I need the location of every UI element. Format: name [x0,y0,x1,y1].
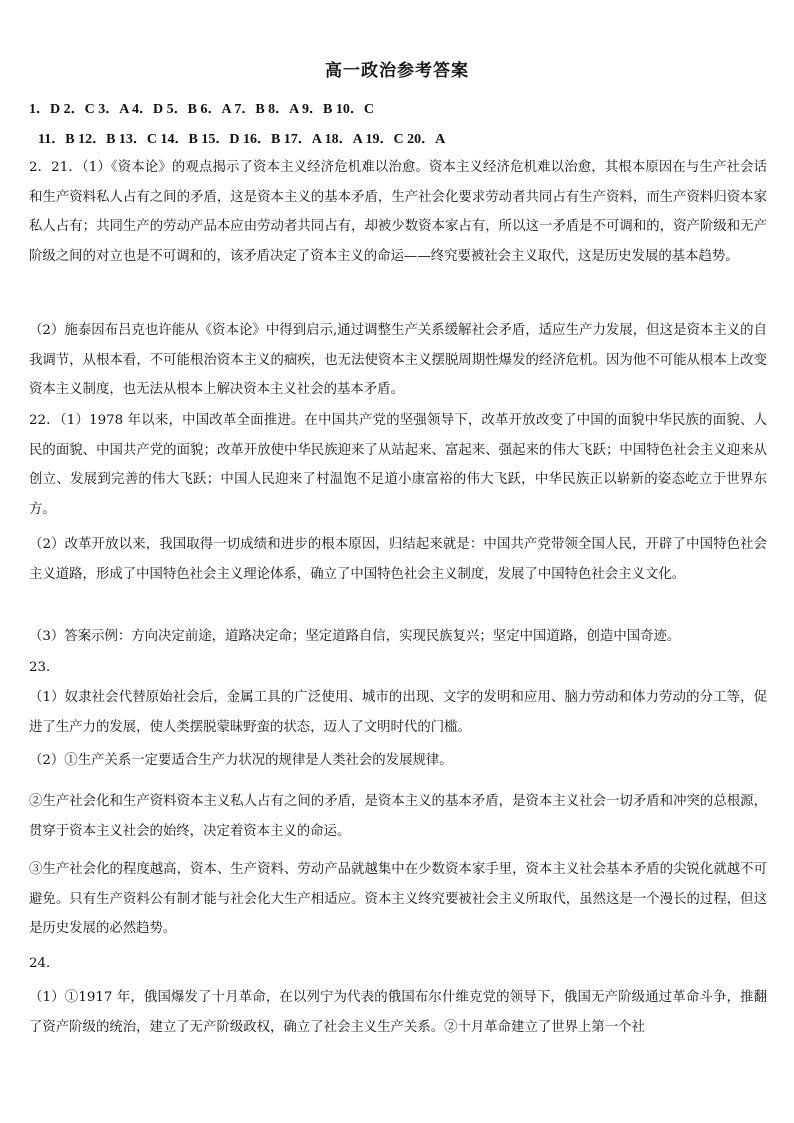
q23-part2-point2: ②生产社会化和生产资料资本主义私人占有之间的矛盾，是资本主义的基本矛盾，是资本主义社会一切矛盾和冲突的总根源，贯穿于资本主义社会的始终，决定着资本主义的命运。 [29,794,767,839]
q23-part1: （1）奴隶社会代替原始社会后，金属工具的广泛使用、城市的出现、文字的发明和应用、脑力劳动和体力劳动的分工等，促进了生产力的发展，使人类摆脱蒙昧野蛮的状态，迈人了文明时代的门槛。 [29,690,767,735]
q23-part2-point3: ③生产社会化的程度越高，资本、生产资料、劳动产品就越集中在少数资本家手里，资本主义社会基本矛盾的尖锐化就越不可避免。只有生产资料公有制才能与社会化大生产相适应。资本主义终究要被社会主义所取代，虽然这是一个漫长的过程，但这是历史发展的必然趋势。 [29,862,767,936]
q22-part3: （3）答案示例：方向决定前途，道路决定命；坚定道路自信，实现民族复兴；坚定中国道路，创造中国奇迹。 [29,629,681,644]
q24-number: 24． [29,956,60,971]
q22-part1: 22．（1）1978 年以来，中国改革全面推进。在中国共产党的坚强领导下，改革开放改变了中国的面貌中华民族的面貌、人民的面貌、中国共产党的面貌；改革开放使中华民族迎来了从站起来、富起来、强起来的伟大飞跃；中国特色社会主义迎来从创立、发展到完善的伟大飞跃；中国人民迎来了村温饱不足道小康富裕的伟大飞跃，中华民族正以崭新的姿态屹立于世界东方。 [29,413,767,517]
q23-number: 23． [29,660,60,675]
choice-answers-row-2: 11．B 12．B 13．C 14．B 15．D 16．B 17．A 18．A 19．C 20．A [38,132,446,147]
q21-part1: 2．21．（1）《资本论》的观点揭示了资本主义经济危机难以治愈。资本主义经济危机难以治愈，其根本原因在与生产社会话和生产资料私人占有之间的矛盾，这是资本主义的基本矛盾，生产社会化要求劳动者共同占有生产资料，而生产资料归资本家私人占有；共同生产的劳动产品本应由劳动者共同占有，却被少数资本家占有，所以这一矛盾是不可调和的，资产阶级和无产阶级之间的对立也是不可调和的，该矛盾决定了资本主义的命运——终究要被社会主义取代，这是历史发展的基本趋势。 [29,160,767,264]
q24-part1: （1）①1917 年，俄国爆发了十月革命，在以列宁为代表的俄国布尔什维克党的领导下，俄国无产阶级通过革命斗争，推翻了资产阶级的统治，建立了无产阶级政权，确立了社会主义生产关系。②十月革命建立了世界上第一个社 [29,990,767,1035]
choice-answers-row-1: 1．D 2．C 3．A 4．D 5．B 6．A 7．B 8．A 9．B 10．C [29,102,374,117]
page-title: 高一政治参考答案 [325,61,469,81]
q21-part2: （2）施泰因布吕克也许能从《资本论》中得到启示,通过调整生产关系缓解社会矛盾，适应生产力发展，但这是资本主义的自我调节，从根本看，不可能根治资本主义的痼疾，也无法使资本主义摆脱周期性爆发的经济危机。因为他不可能从根本上改变资本主义制度，也无法从根本上解决资本主义社会的基本矛盾。 [29,323,767,397]
q22-part2: （2）改革开放以来，我国取得一切成绩和进步的根本原因，归结起来就是：中国共产党带领全国人民，开辟了中国特色社会主义道路，形成了中国特色社会主义理论体系，确立了中国特色社会主义制度，发展了中国特色社会主义文化。 [29,537,767,582]
q23-part2: （2）①生产关系一定要适合生产力状况的规律是人类社会的发展规律。 [29,753,453,768]
